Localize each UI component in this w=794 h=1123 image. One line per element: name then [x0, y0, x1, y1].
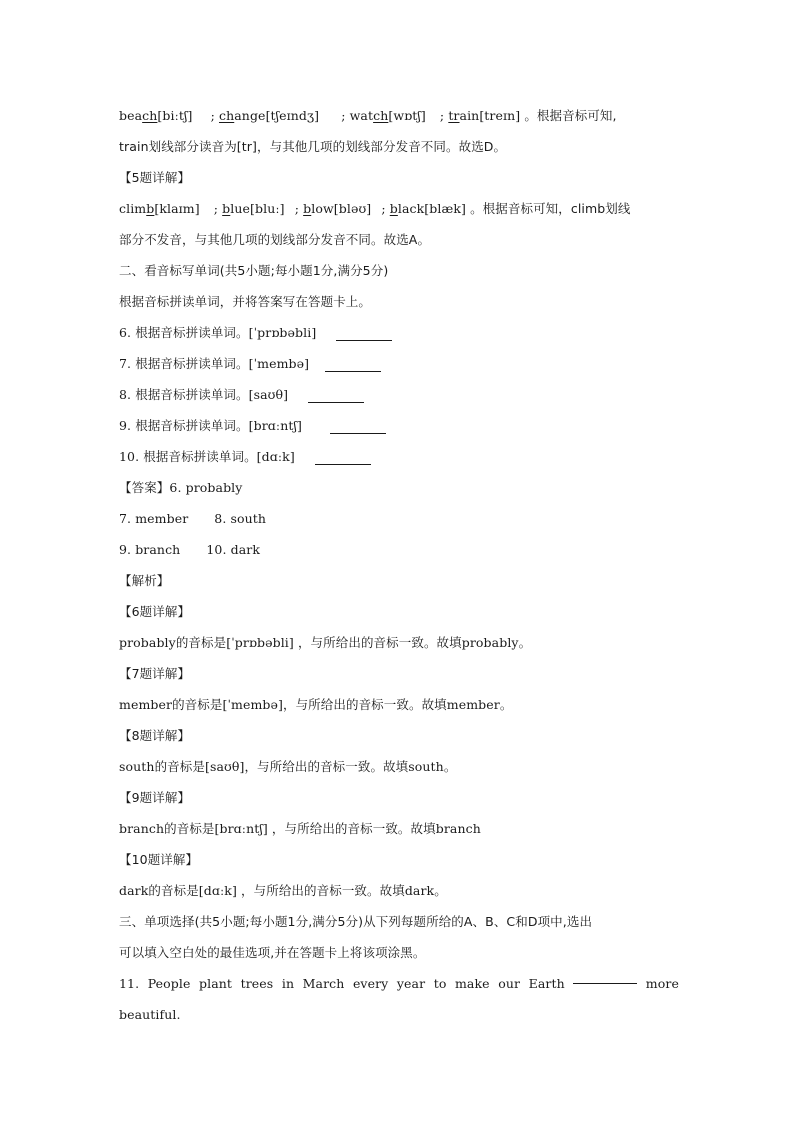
- section3-title-line1: 三、单项选择(共5小题;每小题1分,满分5分)从下列每题所给的A、B、C和D项中,选出: [119, 914, 593, 929]
- question-9: 9. 根据音标拼读单词。[brɑːntʃ]: [119, 410, 679, 441]
- answer-blank-7[interactable]: [325, 356, 381, 372]
- answers-line-3: 9. branch 10. dark: [119, 542, 261, 557]
- analysis-label: 【解析】: [119, 573, 170, 588]
- detail-7-heading: 【7题详解】: [119, 666, 191, 681]
- q4-explanation: train划线部分读音为[tr]，与其他几项的划线部分发音不同。故选D。: [119, 139, 507, 154]
- q5-explanation: 部分不发音，与其他几项的划线部分发音不同。故选A。: [119, 232, 431, 247]
- document-page: [119, 100, 679, 1030]
- word-watch: watch[wɒtʃ]: [349, 108, 426, 123]
- answer-blank-6[interactable]: [336, 325, 392, 341]
- q5-detail-heading: 【5题详解】: [119, 170, 191, 185]
- q5-phonetics-line: climb[klaɪm] ; blue[bluː] ; blow[bləʊ] ; black[blæk] 。根据音标可知，climb划线: [119, 201, 631, 216]
- word-beach: beach[biːtʃ]: [119, 108, 193, 123]
- section2-title: 二、看音标写单词(共5小题;每小题1分,满分5分): [119, 263, 389, 278]
- answer-blank-11[interactable]: [573, 968, 637, 984]
- word-black: black[blæk]: [389, 201, 466, 216]
- section2-instruction: 根据音标拼读单词，并将答案写在答题卡上。: [119, 294, 372, 309]
- answers-label: 【答案】: [119, 480, 170, 495]
- question-7: 7. 根据音标拼读单词。[ˈmembə]: [119, 348, 679, 379]
- question-11-continued: beautiful.: [119, 1007, 181, 1022]
- detail-9-text: branch的音标是[brɑːntʃ] ，与所给出的音标一致。故填branch: [119, 821, 481, 836]
- question-8: 8. 根据音标拼读单词。[saʊθ]: [119, 379, 679, 410]
- detail-9-heading: 【9题详解】: [119, 790, 191, 805]
- section3-title-line2: 可以填入空白处的最佳选项,并在答题卡上将该项涂黑。: [119, 945, 426, 960]
- detail-6-heading: 【6题详解】: [119, 604, 191, 619]
- answer-blank-8[interactable]: [308, 387, 364, 403]
- word-change: change[tʃeɪndʒ]: [218, 108, 320, 123]
- detail-10-text: dark的音标是[dɑːk] ，与所给出的音标一致。故填dark。: [119, 883, 447, 898]
- question-11: 11. People plant trees in March every year to make our Earth more: [119, 968, 679, 999]
- question-10: 10. 根据音标拼读单词。[dɑːk]: [119, 441, 679, 472]
- answers-line-2: 7. member 8. south: [119, 511, 267, 526]
- detail-8-text: south的音标是[saʊθ]，与所给出的音标一致。故填south。: [119, 759, 457, 774]
- answers-line-1: 【答案】6. probably: [119, 480, 243, 495]
- answer-blank-9[interactable]: [330, 418, 386, 434]
- word-climb: climb[klaɪm]: [119, 201, 200, 216]
- q4-phonetics-line: beach[biːtʃ] ; change[tʃeɪndʒ] ; watch[wɒtʃ] ; train[treɪn] 。根据音标可知,: [119, 108, 617, 123]
- detail-6-text: probably的音标是[ˈprɒbəbli] ，与所给出的音标一致。故填probably。: [119, 635, 532, 650]
- detail-7-text: member的音标是[ˈmembə]，与所给出的音标一致。故填member。: [119, 697, 513, 712]
- detail-8-heading: 【8题详解】: [119, 728, 191, 743]
- word-blue: blue[bluː]: [222, 201, 285, 216]
- question-6: 6. 根据音标拼读单词。[ˈprɒbəbli]: [119, 317, 679, 348]
- word-train: train[treɪn]: [448, 108, 521, 123]
- detail-10-heading: 【10题详解】: [119, 852, 199, 867]
- word-blow: blow[bləʊ]: [303, 201, 372, 216]
- answer-blank-10[interactable]: [315, 449, 371, 465]
